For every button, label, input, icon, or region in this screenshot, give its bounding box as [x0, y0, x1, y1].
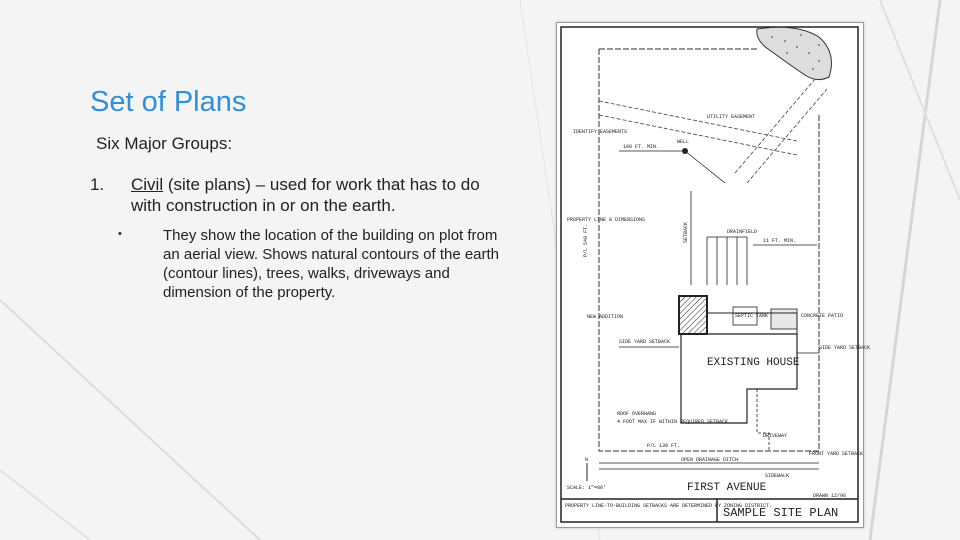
- open-drainage-ditch-label: OPEN DRAINAGE DITCH: [681, 457, 739, 463]
- roof-note-label: 4 FOOT MAX IF WITHIN REQUIRED SETBACK: [617, 419, 729, 425]
- existing-house-label: EXISTING HOUSE: [707, 357, 800, 369]
- septic-tank-label: SEPTIC TANK: [735, 313, 769, 319]
- driveway-label: DRIVEWAY: [763, 433, 788, 439]
- driveway: [757, 389, 769, 451]
- site-plan-drawing: [557, 23, 871, 527]
- drawn-label: DRAWN 12/96: [813, 493, 847, 499]
- pl-side-label: P/L 540 FT.: [583, 223, 589, 257]
- concrete-patio: [771, 309, 797, 329]
- street-label: FIRST AVENUE: [687, 482, 767, 494]
- site-plan-image: [556, 22, 871, 528]
- side-yard-setback-right-label: SIDE YARD SETBACK: [819, 345, 871, 351]
- new-addition: [679, 296, 707, 334]
- property-line: [599, 49, 819, 451]
- property-line-label: PROPERTY LINE & DIMENSIONS: [567, 217, 646, 223]
- front-yard-setback-label: FRONT YARD SETBACK: [809, 451, 864, 457]
- list-item-number: 1.: [90, 175, 105, 194]
- pl-front-label: P/L 130 FT.: [647, 443, 681, 449]
- drainfield-label: DRAINFIELD: [727, 229, 758, 235]
- plan-title: SAMPLE SITE PLAN: [723, 506, 839, 520]
- utility-easement-label: UTILITY EASEMENT: [707, 114, 756, 120]
- list-item-body: [131, 174, 511, 216]
- slide-subtitle: Six Major Groups:: [96, 134, 233, 153]
- north-label: N: [585, 457, 589, 463]
- setback-label: SETBACK: [683, 221, 689, 243]
- list-item-keyword: Civil: [131, 175, 164, 194]
- sidewalk-label: SIDEWALK: [765, 473, 790, 479]
- scale-label: SCALE: 1"=80': [567, 485, 607, 491]
- new-addition-label: NEW ADDITION: [587, 314, 624, 320]
- existing-house: [681, 334, 797, 423]
- list-item-text: (site plans) – used for work that has to do with construction in or on the earth.: [131, 175, 480, 215]
- well-label: WELL: [677, 139, 690, 145]
- plan-frame: [561, 27, 858, 522]
- note-label: PROPERTY LINE-TO-BUILDING SETBACKS ARE DETERMINED BY ZONING DISTRICT.: [565, 503, 773, 509]
- bullet-icon: •: [118, 228, 122, 240]
- roof-overhang-label: ROOF OVERHANG: [617, 411, 657, 417]
- concrete-patio-label: CONCRETE PATIO: [801, 313, 844, 319]
- front-min-label: 100 FT. MIN.: [623, 144, 660, 150]
- identify-easements-label: IDENTIFY EASEMENTS: [573, 129, 628, 135]
- side-yard-setback-left-label: SIDE YARD SETBACK: [619, 339, 671, 345]
- slide-title: Set of Plans: [90, 86, 247, 118]
- sub-bullet-text: They show the location of the building on plot from an aerial view. Shows natural contours of the earth (contour lines), trees, walks, driveways and dimension of the property.: [163, 227, 500, 301]
- drainfield-lines: [707, 237, 747, 285]
- min-11-label: 11 FT. MIN.: [763, 238, 797, 244]
- wooded-area: [757, 27, 832, 79]
